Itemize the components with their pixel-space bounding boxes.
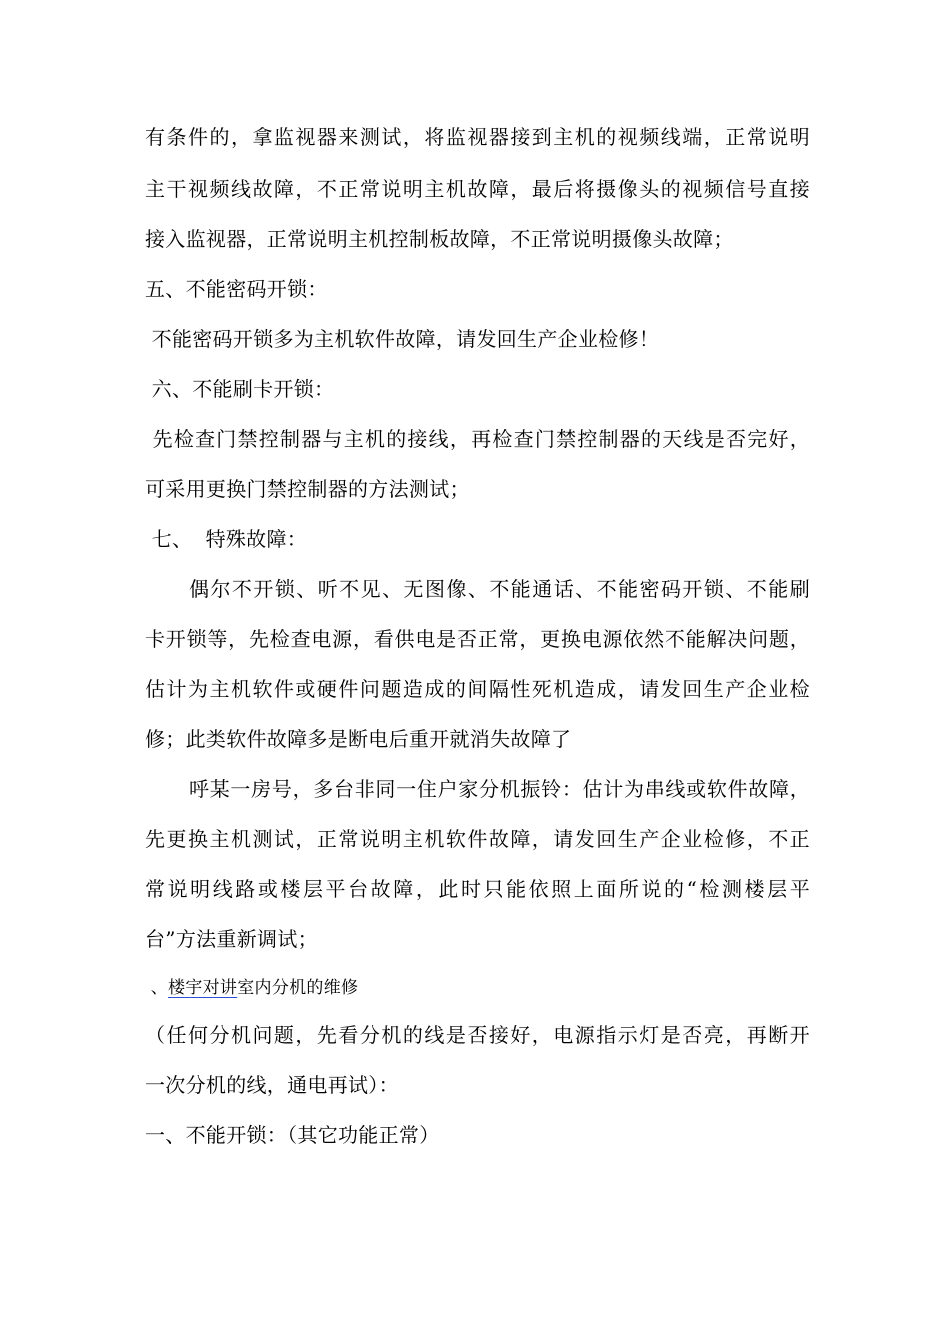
- paragraph-line: 呼某一房号，多台非同一住户家分机振铃：估计为串线或软件故障，: [189, 777, 810, 801]
- paragraph-line: 主干视频线故障，不正常说明主机故障，最后将摄像头的视频信号直接: [145, 177, 810, 201]
- paragraph-line: 可采用更换门禁控制器的方法测试；: [145, 477, 470, 501]
- paragraph-line: 修；此类软件故障多是断电后重开就消失故障了: [145, 727, 572, 751]
- paragraph-line: 卡开锁等，先检查电源，看供电是否正常，更换电源依然不能解决问题，: [145, 627, 810, 651]
- paragraph-line: （任何分机问题，先看分机的线是否接好，电源指示灯是否亮，再断开: [145, 1023, 810, 1047]
- paragraph-line: 偶尔不开锁、听不见、无图像、不能通话、不能密码开锁、不能刷: [189, 577, 810, 601]
- paragraph-line: 先检查门禁控制器与主机的接线，再检查门禁控制器的天线是否完好，: [145, 427, 810, 451]
- section-heading-6: 六、不能刷卡开锁：: [145, 377, 335, 401]
- paragraph-line: 常说明线路或楼层平台故障，此时只能依照上面所说的“检测楼层平: [145, 877, 810, 901]
- paragraph-line: 台”方法重新调试；: [145, 927, 318, 951]
- paragraph-line: 估计为主机软件或硬件问题造成的间隔性死机造成，请发回生产企业检: [145, 677, 810, 701]
- section-heading-5: 五、不能密码开锁：: [145, 277, 328, 301]
- paragraph-line: 接入监视器，正常说明主机控制板故障，不正常说明摄像头故障；: [145, 227, 734, 251]
- heading-link[interactable]: 楼宇对讲: [168, 978, 238, 998]
- paragraph-line: 有条件的，拿监视器来测试，将监视器接到主机的视频线端，正常说明: [145, 125, 810, 149]
- section-heading-7: 七、 特殊故障：: [145, 527, 308, 551]
- heading-prefix: 、: [145, 978, 169, 998]
- chapter-heading: [145, 975, 810, 1001]
- paragraph-line: 先更换主机测试，正常说明主机软件故障，请发回生产企业检修，不正: [145, 827, 810, 851]
- heading-rest: 室内分机的维修: [237, 978, 359, 998]
- paragraph-line: 不能密码开锁多为主机软件故障，请发回生产企业检修！: [145, 327, 660, 351]
- section-heading-1: 一、不能开锁：（其它功能正常）: [145, 1123, 440, 1147]
- paragraph-line: 一次分机的线，通电再试）：: [145, 1073, 399, 1097]
